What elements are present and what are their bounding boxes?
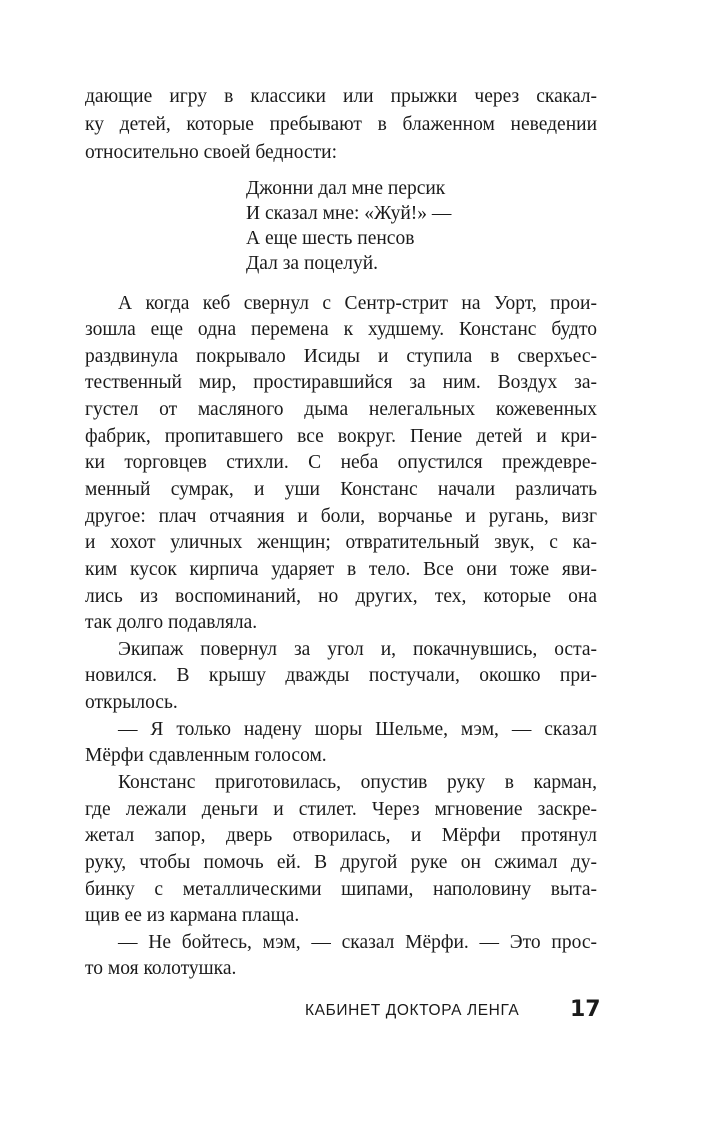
text-line: где лежали деньги и стилет. Через мгновение заскре- [85, 799, 597, 820]
poem-line: Дал за поцелуй. [246, 253, 379, 274]
text-line: щив ее из кармана плаща. [85, 905, 300, 926]
text-line: Экипаж повернул за угол и, покачнувшись, оста- [118, 639, 597, 660]
poem-line: Джонни дал мне персик [246, 178, 446, 199]
text-line: и хохот уличных женщин; отвратительный звук, с ка- [85, 532, 597, 553]
text-line: бинку с металлическими шипами, наполовину выта- [85, 879, 597, 900]
page-number: 17 [570, 997, 601, 1022]
text-line: менный сумрак, и уши Констанс начали различать [85, 479, 597, 500]
text-line: фабрик, пропитавшего все вокруг. Пение детей и кри- [85, 426, 597, 447]
text-line: — Не бойтесь, мэм, — сказал Мёрфи. — Это прос- [118, 932, 597, 953]
text-line: так долго подавляла. [85, 612, 258, 633]
text-line: Констанс приготовилась, опустив руку в карман, [118, 772, 597, 793]
text-line: раздвинула покрывало Исиды и ступила в сверхъес- [85, 346, 597, 367]
text-line: новился. В крышу дважды постучали, окошко при- [85, 665, 597, 686]
text-line: дающие игру в классики или прыжки через скакал- [85, 86, 597, 107]
text-line: густел от масляного дыма нелегальных кожевенных [85, 399, 597, 420]
text-line: то моя колотушка. [85, 958, 237, 979]
text-line: ки торговцев стихли. С неба опустился преждевре- [85, 452, 597, 473]
text-line: ку детей, которые пребывают в блаженном неведении [85, 114, 597, 135]
poem-line: А еще шесть пенсов [246, 228, 415, 249]
text-line: ким кусок кирпича ударяет в тело. Все они тоже яви- [85, 559, 597, 580]
text-line: зошла еще одна перемена к худшему. Констанс будто [85, 319, 597, 340]
text-line: Мёрфи сдавленным голосом. [85, 745, 327, 766]
text-line: — Я только надену шоры Шельме, мэм, — сказал [118, 719, 597, 740]
text-line: открылось. [85, 692, 178, 713]
poem-line: И сказал мне: «Жуй!» — [246, 203, 452, 224]
text-line: другое: плач отчаяния и боли, ворчанье и ругань, визг [85, 506, 597, 527]
text-line: А когда кеб свернул с Сентр-стрит на Уорт, прои- [118, 293, 597, 314]
text-line: тественный мир, простиравшийся за ним. Воздух за- [85, 372, 597, 393]
text-line: руку, чтобы помочь ей. В другой руке он сжимал ду- [85, 852, 597, 873]
running-title: КАБИНЕТ ДОКТОРА ЛЕНГА [305, 1002, 520, 1019]
text-line: лись из воспоминаний, но других, тех, которые она [85, 586, 597, 607]
text-line: относительно своей бедности: [85, 142, 338, 163]
text-line: жетал запор, дверь отворилась, и Мёрфи протянул [85, 825, 597, 846]
